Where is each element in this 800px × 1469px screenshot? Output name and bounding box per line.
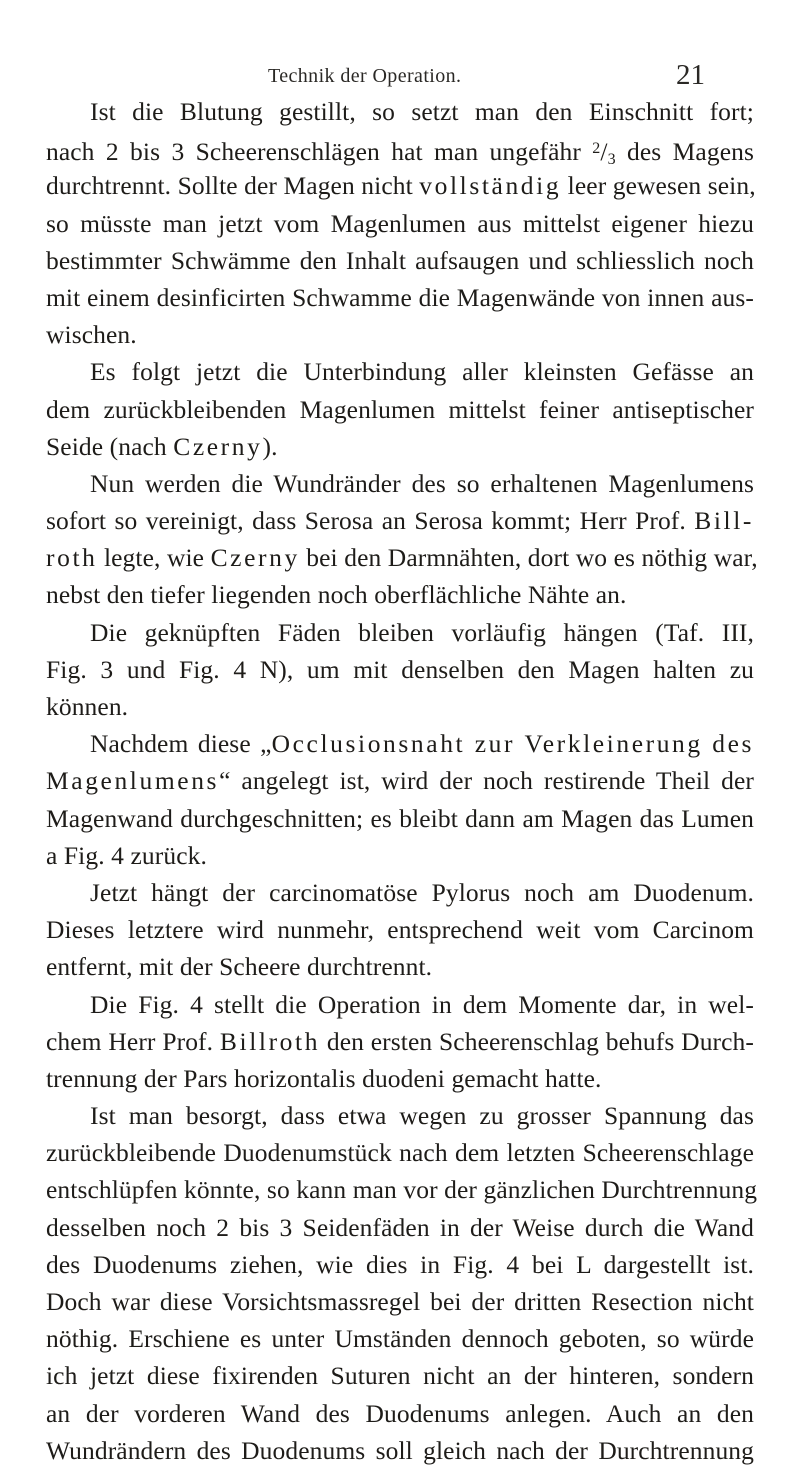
- text-line: zurückbleibende Duodenumstück nach dem letzten Scheerenschlage: [46, 1138, 754, 1168]
- text-line: mit einem desinficirten Schwamme die Magenwände von innen aus-: [46, 282, 754, 312]
- text-line: durchtrennt. Sollte der Magen nicht vollständig leer gewesen sein,: [46, 171, 756, 201]
- text-line: chem Herr Prof. Billroth den ersten Scheerenschlag behufs Durch-: [46, 1026, 754, 1056]
- text-line: nebst den tiefer liegenden noch oberflächliche Nähte an.: [46, 580, 627, 610]
- text-line: Es folgt jetzt die Unterbindung aller kleinsten Gefässe an: [90, 357, 754, 387]
- body-text: [46, 93, 758, 1469]
- text-line: dem zurückbleibenden Magenlumen mittelst feiner antiseptischer: [46, 394, 754, 424]
- text-line: Seide (nach Czerny).: [46, 431, 278, 461]
- text-line: Nachdem diese „Occlusionsnaht zur Verkleinerung des: [90, 729, 755, 759]
- text-line: Fig. 3 und Fig. 4 N), um mit denselben den Magen halten zu: [46, 654, 754, 684]
- text-line: Magenlumens“ angelegt ist, wird der noch restirende Theil der: [46, 766, 754, 796]
- text-line: können.: [46, 692, 129, 721]
- text-line: Die geknüpften Fäden bleiben vorläufig hängen (Taf. III,: [90, 617, 754, 647]
- page-number: 21: [676, 59, 705, 91]
- text-line: sofort so vereinigt, dass Serosa an Serosa kommt; Herr Prof. Bill-: [46, 506, 754, 536]
- text-line: an der vorderen Wand des Duodenums anlegen. Auch an den: [46, 1398, 754, 1428]
- text-line: entschlüpfen könnte, so kann man vor der gänzlichen Durchtrennung: [46, 1175, 758, 1205]
- text-line: a Fig. 4 zurück.: [46, 840, 207, 870]
- text-line: des Duodenums ziehen, wie dies in Fig. 4 bei L dargestellt ist.: [46, 1249, 754, 1279]
- text-line: so müsste man jetzt vom Magenlumen aus mittelst eigener hiezu: [46, 208, 754, 238]
- text-line: nach 2 bis 3 Scheerenschlägen hat man ungefähr $^2$/3 des Magens: [46, 137, 754, 169]
- text-line: wischen.: [46, 320, 137, 350]
- text-line: entfernt, mit der Scheere durchtrennt.: [46, 952, 433, 982]
- text-line: Dieses letztere wird nunmehr, entsprechend weit vom Carcinom: [46, 915, 754, 945]
- text-line: nöthig. Erschiene es unter Umständen dennoch geboten, so würde: [46, 1324, 754, 1354]
- text-line: Magenwand durchgeschnitten; es bleibt dann am Magen das Lumen: [46, 803, 754, 833]
- text-line: Jetzt hängt der carcinomatöse Pylorus noch am Duodenum.: [90, 877, 754, 907]
- running-head: [0, 61, 800, 91]
- text-line: trennung der Pars horizontalis duodeni gemacht hatte.: [46, 1063, 602, 1093]
- text-line: Doch war diese Vorsichtsmassregel bei der dritten Resection nicht: [46, 1287, 754, 1316]
- text-line: Ist man besorgt, dass etwa wegen zu grosser Spannung das: [90, 1101, 754, 1131]
- text-line: ich jetzt diese fixirenden Suturen nicht an der hinteren, sondern: [46, 1361, 754, 1391]
- text-line: Nun werden die Wundränder des so erhaltenen Magenlumens: [90, 468, 754, 498]
- running-title: Technik der Operation.: [268, 65, 462, 87]
- text-line: roth legte, wie Czerny bei den Darmnähten, dort wo es nöthig war,: [46, 543, 758, 573]
- text-line: bestimmter Schwämme den Inhalt aufsaugen und schliesslich noch: [46, 245, 754, 275]
- text-line: Ist die Blutung gestillt, so setzt man den Einschnitt fort;: [90, 97, 754, 126]
- text-line: Wundrändern des Duodenums soll gleich nach der Durchtrennung: [46, 1435, 754, 1465]
- text-line: desselben noch 2 bis 3 Seidenfäden in der Weise durch die Wand: [46, 1212, 754, 1242]
- text-line: Die Fig. 4 stellt die Operation in dem Momente dar, in wel-: [90, 989, 754, 1019]
